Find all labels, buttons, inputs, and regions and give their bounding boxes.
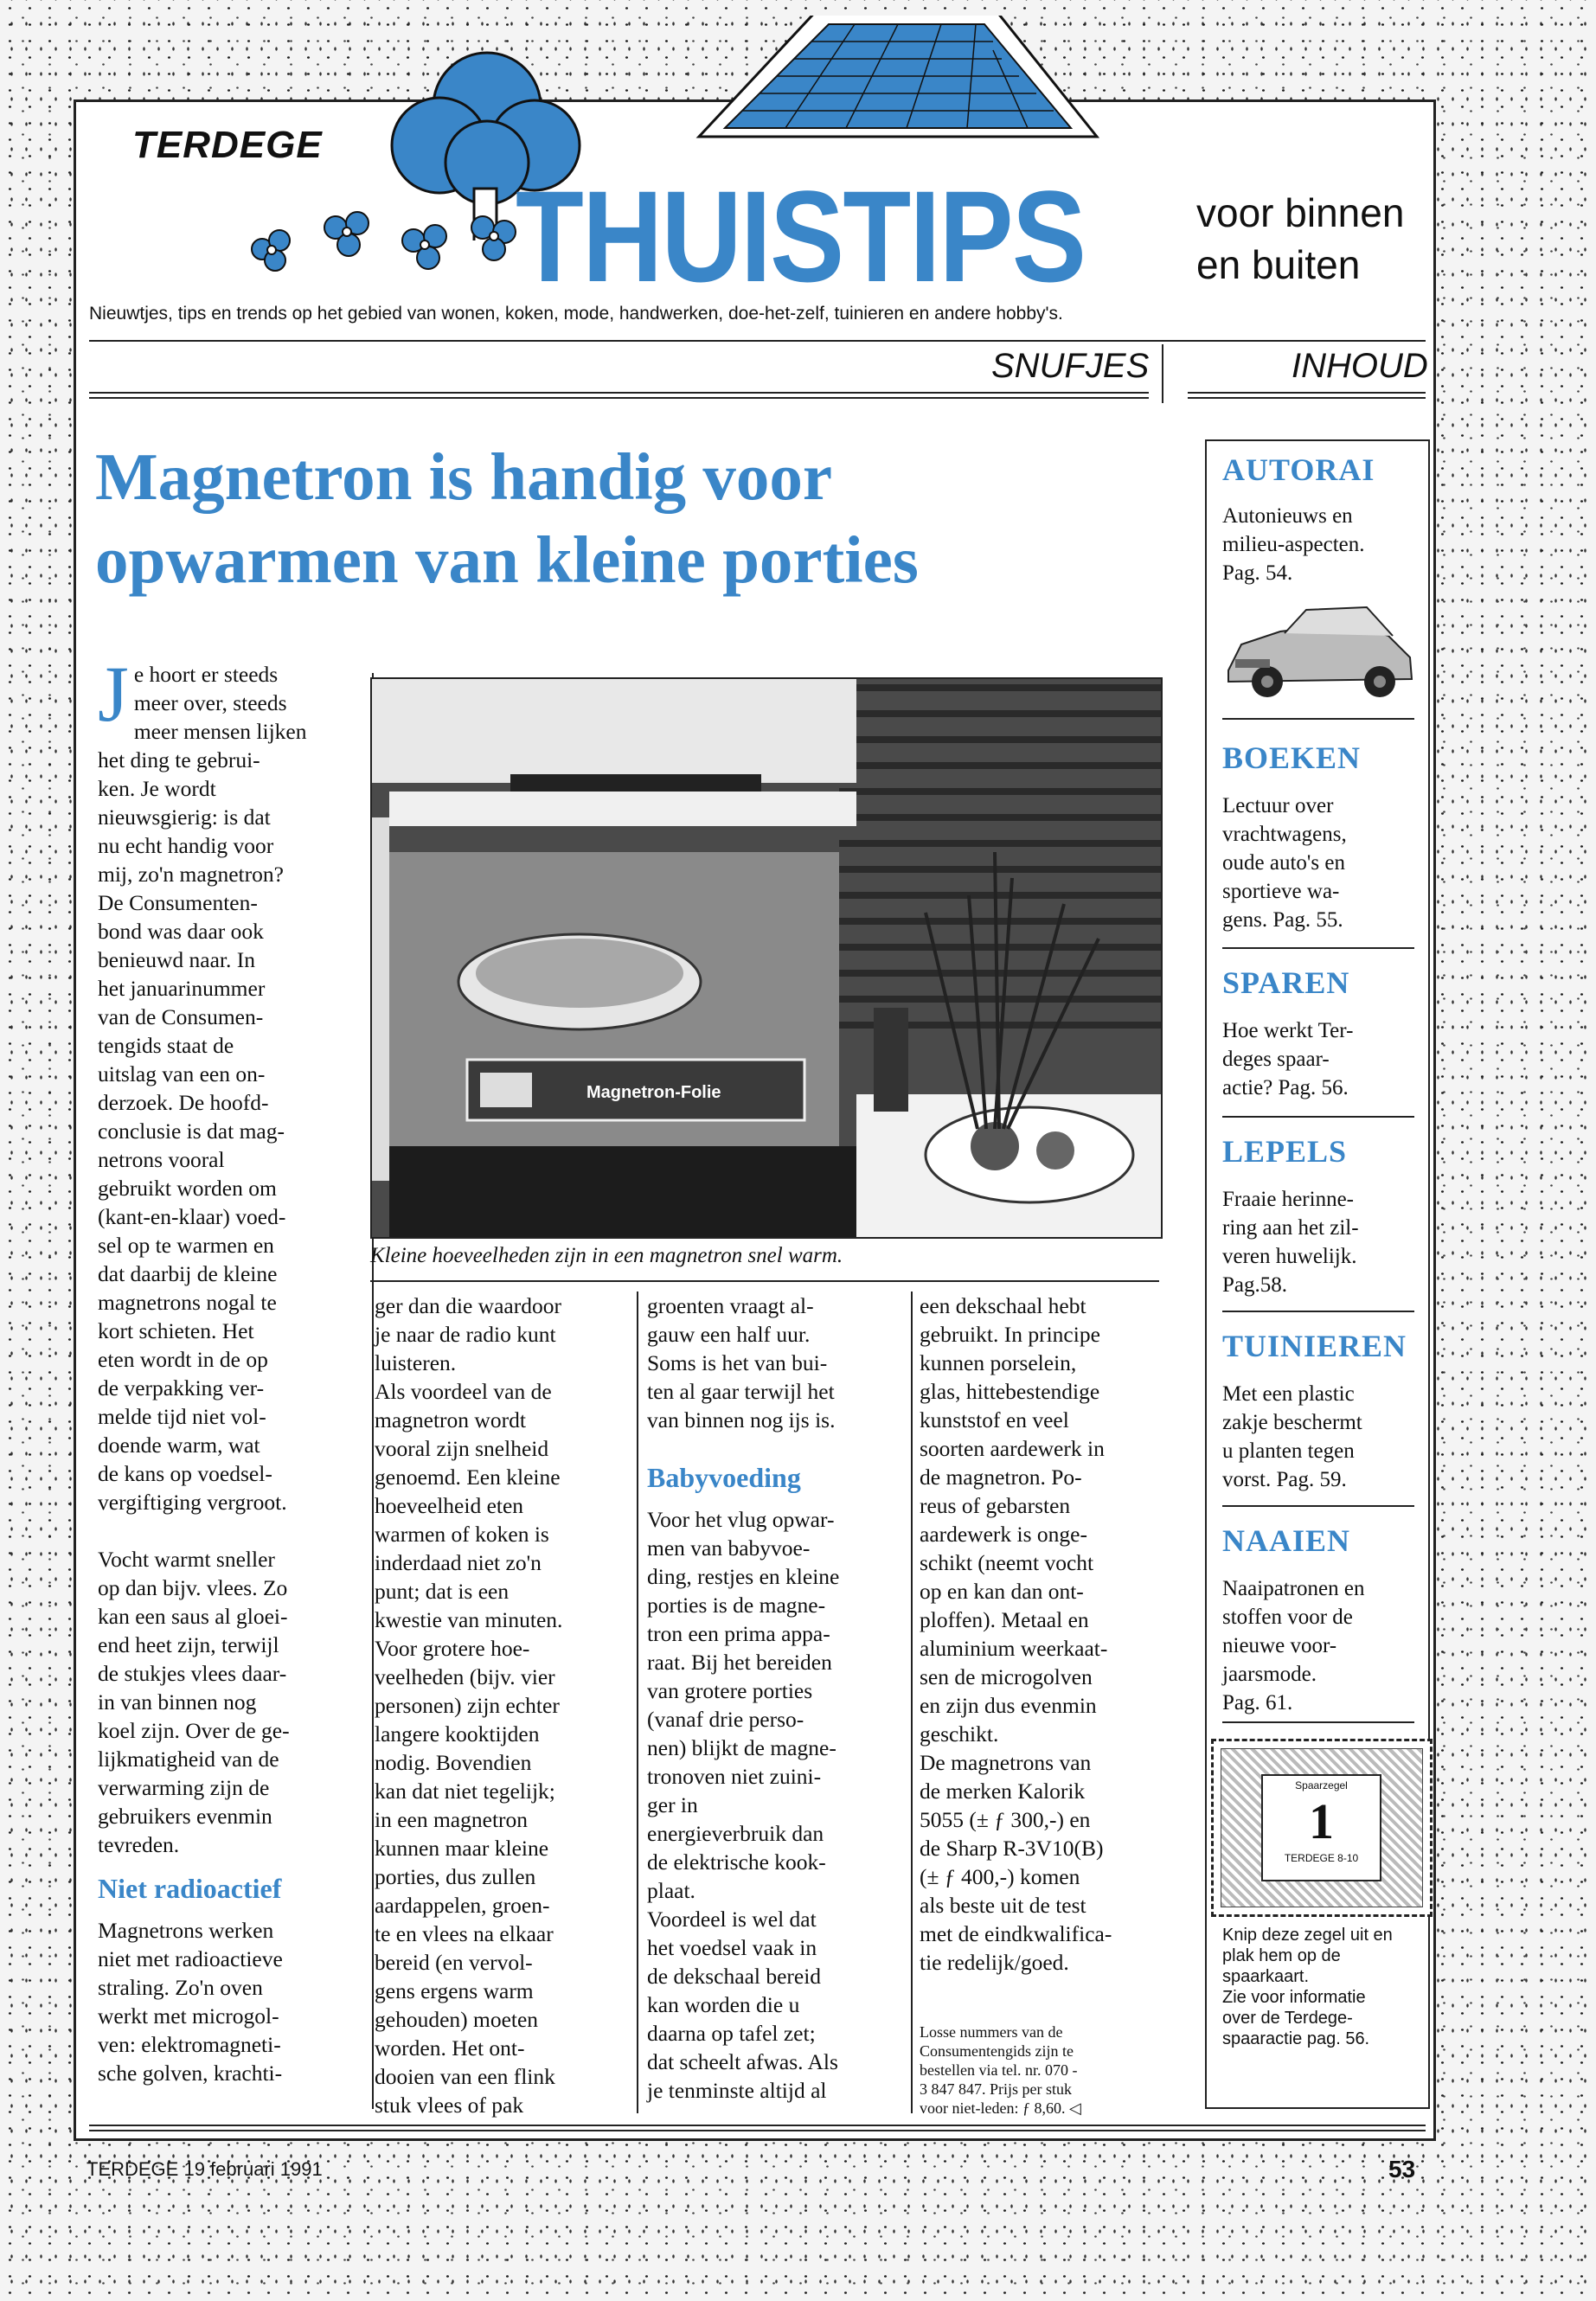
- footer-publication: TERDEGE 19 februari 1991: [87, 2158, 323, 2180]
- main-double-rule: [89, 392, 1149, 399]
- subhead-niet-radioactief: Niet radioactief: [98, 1873, 282, 1904]
- sidebar-text-naaien: Naaipatronen en stoffen voor de nieuwe voor- jaarsmode. Pag. 61.: [1222, 1577, 1365, 1715]
- brand-thuistips: THUISTIPS: [516, 163, 1086, 309]
- headline-line-1: Magnetron is handig voor: [95, 439, 833, 514]
- sidebar-title-naaien: NAAIEN: [1222, 1523, 1351, 1558]
- flowers-icon: [236, 202, 522, 279]
- sidebar-title-autorai: AUTORAI: [1222, 452, 1375, 487]
- sidebar-double-rule: [1188, 392, 1426, 399]
- subhead-babyvoeding: Babyvoeding: [647, 1462, 801, 1493]
- stamp-label: Spaarzegel: [1295, 1779, 1348, 1791]
- microwave-photo: [370, 677, 1163, 1239]
- sidebar-title-boeken: BOEKEN: [1222, 740, 1362, 775]
- sidebar-text-autorai: Autonieuws en milieu-aspecten. Pag. 54.: [1222, 504, 1365, 585]
- footer-page-number: 53: [1388, 2156, 1416, 2182]
- dropcap: J: [98, 650, 129, 738]
- column-divider-3: [911, 1292, 913, 2113]
- article-column-3: groenten vraagt al- gauw een half uur. Soms is het van bui- ten al gaar terwijl het van binnen nog ijs is. Babyvoeding Voor het vlug opwar- men van babyvoe- ding, restjes en kleine porties is de magne- tron een prima appa- raat. Bij het bereiden van grotere porties (vanaf drie perso- nen) blijkt de magne- tronoven niet zuini- ger in energieverbruik dan de elektrische kook- plaat. Voordeel is wel dat het voedsel vaak in de dekschaal bereid kan worden die u daarna op tafel zet; dat scheelt afwas. Als je tenminste altijd al: [647, 1292, 898, 2105]
- car-icon: [1220, 597, 1417, 705]
- savings-stamp[interactable]: [1211, 1739, 1433, 1917]
- section-label-snufjes: SNUFJES: [991, 347, 1150, 385]
- photo-caption: Kleine hoeveelheden zijn in een magnetron snel warm.: [370, 1244, 843, 1267]
- ordering-note: Losse nummers van de Consumentengids zijn te bestellen via tel. nr. 070 - 3 847 847. Prijs per stuk voor niet-leden: ƒ 8,60. ◁: [920, 2023, 1081, 2117]
- masthead-rule: [89, 340, 1426, 342]
- sidebar-title-tuinieren: TUINIEREN: [1222, 1329, 1407, 1363]
- page: [74, 99, 1436, 2141]
- col1-paragraph-1: e hoort er steeds meer over, steeds meer mensen lijken het ding te gebrui- ken. Je wordt nieuwsgierig: is dat nu echt handig voor mij, zo'n magnetron? De Consumenten- bond was daar ook benieuwd naar. In het januarinummer van de Consumen- tengids staat de uitslag van een on- derzoek. De hoofd- conclusie is dat mag- netrons vooral gebruikt worden om (kant-en-klaar) voed- sel op te warmen en dat daarbij de kleine magnetrons nogal te kort schieten. Het eten wordt in de op de verpakking ver- melde tijd niet vol- doende warm, wat de kans op voedsel- vergiftiging vergroot.: [98, 662, 307, 1515]
- sidebar-title-sparen: SPAREN: [1222, 965, 1350, 1000]
- sidebar-text-sparen: Hoe werkt Ter- deges spaar- actie? Pag. 56.: [1222, 1019, 1354, 1099]
- roof-icon: [699, 16, 1097, 137]
- column-divider-2: [637, 1292, 638, 2113]
- col1-paragraph-2: Vocht warmt sneller op dan bijv. vlees. Zo kan een saus al gloei- end heet zijn, terwijl de stukjes vlees daar- in van binnen nog koel zijn. Over de ge- lijkmatigheid van de verwarming zijn de gebruikers evenmin tevreden.: [98, 1547, 290, 1857]
- article-column-2: ger dan die waardoor je naar de radio kunt luisteren. Als voordeel van de magnetron wordt vooral zijn snelheid genoemd. Een kleine hoeveelheid eten warmen of koken is inderdaad niet zo'n punt; dat is een kwestie van minuten. Voor grotere hoe- veelheden (bijv. vier personen) zijn echter langere kooktijden nodig. Bovendien kan dat niet tegelijk; in een magnetron kunnen maar kleine porties, dus zullen aardappelen, groen- te en vlees na elkaar bereid (en vervol- gens ergens warm gehouden) moeten worden. Het ont- dooien van een flink stuk vlees of pak: [375, 1293, 563, 2118]
- article-column-4: een dekschaal hebt gebruikt. In principe kunnen porselein, glas, hittebestendige kunststof en veel soorten aardewerk in de magnetron. Po- reus of gebarsten aardewerk is onge- schikt (neemt vocht op en kan dan ont- ploffen). Metaal en aluminium weerkaat- sen de microgolven en zijn dus evenmin geschikt. De magnetrons van de merken Kalorik 5055 (± ƒ 300,-) en de Sharp R-3V10(B) (± ƒ 400,-) komen als beste uit de test met de eindkwalifica- tie redelijk/goed.: [920, 1293, 1112, 1975]
- stamp-center: [1261, 1774, 1381, 1881]
- article-column-1: [98, 650, 357, 2087]
- section-label-inhoud: INHOUD: [1292, 347, 1428, 385]
- caption-rule: [370, 1280, 1159, 1282]
- footer-rule: [89, 2125, 1426, 2131]
- brand-terdege: TERDEGE: [132, 124, 323, 166]
- stamp-number: 1: [1309, 1793, 1334, 1849]
- microwave-illustration: [372, 679, 1161, 1237]
- tagline: Nieuwtjes, tips en trends op het gebied van wonen, koken, mode, handwerken, doe-het-zelf, tuinieren en andere hobby's.: [89, 304, 1063, 324]
- headline-line-2: opwarmen van kleine porties: [95, 522, 919, 597]
- sidebar-text-lepels: Fraaie herinne- ring aan het zil- veren huwelijk. Pag.58.: [1222, 1188, 1359, 1297]
- brand-subtitle-1: voor binnen: [1196, 190, 1405, 235]
- col1-paragraph-3: Magnetrons werken niet met radioactieve straling. Zo'n oven werkt met microgol- ven: elektromagneti- sche golven, krachti-: [98, 1918, 283, 2086]
- stamp-code: TERDEGE 8-10: [1284, 1852, 1359, 1864]
- stamp-instructions: Knip deze zegel uit en plak hem op de spaarkaart. Zie voor informatie over de Terdege- spaaractie pag. 56.: [1222, 1926, 1393, 2048]
- brand-subtitle-2: en buiten: [1196, 242, 1361, 287]
- section-divider: [1162, 344, 1163, 403]
- sidebar-title-lepels: LEPELS: [1222, 1134, 1348, 1169]
- foil-package-label: Magnetron-Folie: [586, 1083, 721, 1102]
- sidebar-text-tuinieren: Met een plastic zakje beschermt u planten tegen vorst. Pag. 59.: [1222, 1382, 1362, 1491]
- sidebar-text-boeken: Lectuur over vrachtwagens, oude auto's en sportieve wa- gens. Pag. 55.: [1222, 794, 1347, 932]
- sidebar-inhoud: [1205, 439, 1430, 2109]
